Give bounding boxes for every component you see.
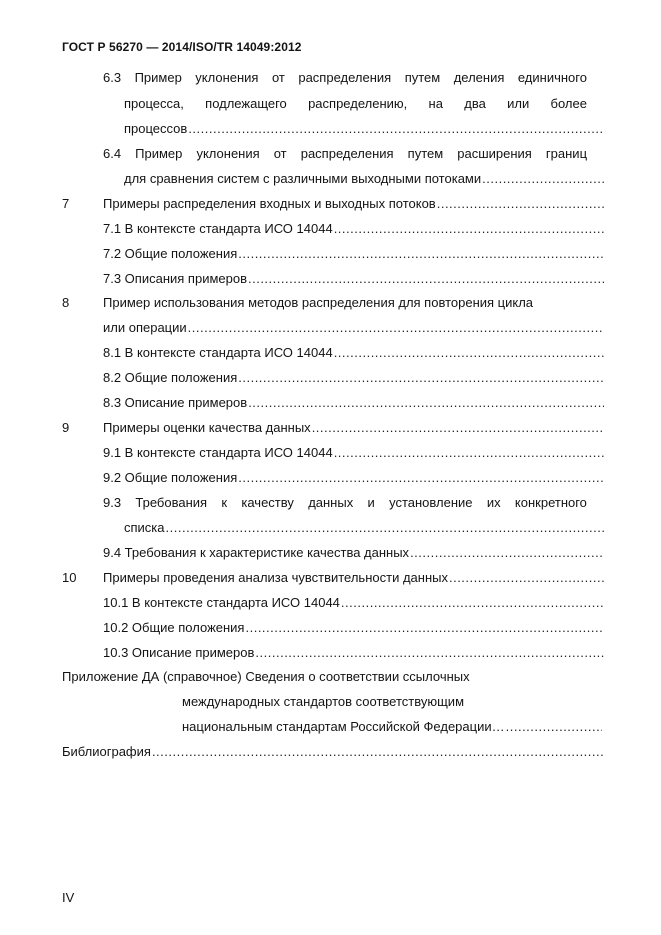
toc-7-title[interactable]: Примеры распределения входных и выходных потоков ..... [103,196,604,212]
toc-annex-line-1: Приложение ДА (справочное) Сведения о соответствии ссылочных [62,669,470,684]
toc-bibliography[interactable]: Библиография ..... [62,744,604,760]
toc-7-number: 7 [62,196,70,211]
toc-annex-line-3[interactable]: национальным стандартам Российской Федерации… ..... [182,719,602,735]
toc-9-number: 9 [62,420,70,435]
toc-7-3[interactable]: 7.3 Описания примеров ..... [103,271,604,287]
toc-9-3-line-1: 9.3 Требования к качеству данных и установление их конкретного [103,495,587,510]
toc-7-1[interactable]: 7.1 В контексте стандарта ИСО 14044 ..... [103,221,604,237]
toc-6-4-line-2[interactable]: для сравнения систем с различными выходными потоками ..... [124,171,604,187]
toc-9-2[interactable]: 9.2 Общие положения ..... [103,470,604,486]
toc-10-2[interactable]: 10.2 Общие положения ..... [103,620,604,636]
toc-10-3[interactable]: 10.3 Описание примеров ..... [103,645,604,661]
page-number: IV [62,890,75,905]
toc-9-1[interactable]: 9.1 В контексте стандарта ИСО 14044 ..... [103,445,604,461]
toc-8-1[interactable]: 8.1 В контексте стандарта ИСО 14044 ..... [103,345,604,361]
toc-10-title[interactable]: Примеры проведения анализа чувствительности данных ..... [103,570,604,586]
toc-8-number: 8 [62,295,70,310]
toc-7-2[interactable]: 7.2 Общие положения ..... [103,246,604,262]
toc-10-number: 10 [62,570,77,585]
toc-9-4[interactable]: 9.4 Требования к характеристике качества данных ..... [103,545,604,561]
toc-6-4-line-1: 6.4 Пример уклонения от распределения путем расширения границ [103,146,588,161]
toc-6-3-line-1: 6.3 Пример уклонения от распределения путем деления единичного [103,70,587,85]
toc-8-2[interactable]: 8.2 Общие положения ..... [103,370,604,386]
toc-10-1[interactable]: 10.1 В контексте стандарта ИСО 14044 ..... [103,595,604,611]
toc-annex-line-2: международных стандартов соответствующим [182,694,465,709]
toc-6-3-line-3[interactable]: процессов ..... [124,121,604,137]
toc-9-3-line-2[interactable]: списка ..... [124,520,604,536]
toc-8-3[interactable]: 8.3 Описание примеров ..... [103,395,604,411]
toc-8-title-line-2[interactable]: или операции ..... [103,320,604,336]
toc-8-title-line-1: Пример использования методов распределения для повторения цикла [103,295,534,310]
toc-6-3-line-2: процесса, подлежащего распределению, на два или более [124,96,587,111]
document-header: ГОСТ Р 56270 — 2014/ISO/TR 14049:2012 [62,40,302,54]
toc-9-title[interactable]: Примеры оценки качества данных ..... [103,420,604,436]
